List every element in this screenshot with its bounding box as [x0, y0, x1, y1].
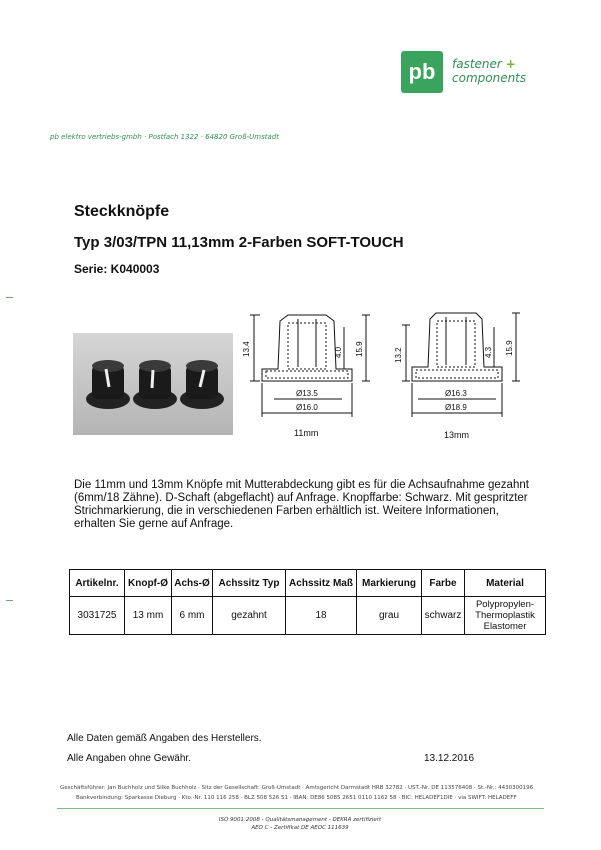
knob-1-icon — [86, 360, 130, 409]
fold-mark-top — [6, 297, 13, 298]
col-header: Farbe — [422, 570, 465, 597]
cell-shaft-diameter: 6 mm — [172, 597, 213, 635]
cell-article-number: 3031725 — [70, 597, 125, 635]
spec-table — [69, 569, 546, 635]
dim-13-d-inner: Ø16.3 — [445, 389, 467, 398]
page-title: Steckknöpfe — [74, 203, 170, 220]
footer-aeo: AEO C - Zertifikat DE AEOC 111639 — [251, 825, 349, 831]
cell-marking: grau — [357, 597, 422, 635]
note-manufacturer: Alle Daten gemäß Angaben des Herstellers. — [67, 733, 262, 744]
dim-11-h-outer: 15.9 — [355, 341, 364, 357]
logo-mark: pb — [401, 51, 443, 93]
footer-company-info: Geschäftsführer: Jan Buchholz und Silke Buchholz · Sitz der Gesellschaft: Groß-Umstadt · Amtsgericht Darmstadt HRB 32782 · UST.-Nr. DE 113576408 · St.-Nr.: 4430300196 — [60, 785, 534, 791]
footer-divider — [57, 808, 544, 809]
series-label: Serie: K040003 — [74, 262, 160, 276]
material-line: Elastomer — [483, 621, 527, 632]
footer-bank-info: Bankverbindung: Sparkasse Dieburg · Kto.-Nr. 110 116 258 · BLZ 508 526 51 · IBAN: DE86 5085 2651 0110 1162 58 · BIC: HELADEF1DIE · via SWIFT: HELADEFF — [76, 795, 517, 801]
col-header: Achs-Ø — [172, 570, 213, 597]
table-header-row — [70, 570, 546, 597]
drawing-13mm — [402, 313, 520, 417]
dim-11-d-outer: Ø16.0 — [296, 403, 318, 412]
col-header: Artikelnr. — [70, 570, 125, 597]
cell-knob-diameter: 13 mm — [125, 597, 172, 635]
drawing-11mm — [250, 315, 370, 417]
col-header: Knopf-Ø — [125, 570, 172, 597]
col-header: Achssitz Maß — [286, 570, 357, 597]
product-description: Die 11mm und 13mm Knöpfe mit Mutterabdeckung gibt es für die Achsaufnahme gezahnt (6mm/18 Zähne). D-Schaft (abgeflacht) auf Anfrage. Knopffarbe: Schwarz. Mit gespritzter Strichmarkierung, die in verschiedenen Farben erhältlich ist. Weitere Informationen, erhalten Sie gerne auf Anfrage. — [74, 479, 529, 530]
product-subtitle: Typ 3/03/TPN 11,13mm 2-Farben SOFT-TOUCH — [74, 234, 404, 251]
knob-2-icon — [133, 360, 177, 409]
knob-3-icon — [180, 360, 224, 409]
material-line: Polypropylen- — [475, 599, 535, 610]
col-header: Markierung — [357, 570, 422, 597]
logo-line-2: components — [452, 71, 527, 85]
dim-11-h-knob: 4.0 — [334, 346, 343, 358]
col-header: Material — [465, 570, 546, 597]
dim-13-h-total: 13.2 — [394, 347, 403, 363]
material-line: Thermoplastik — [475, 610, 535, 621]
dim-11-d-inner: Ø13.5 — [296, 389, 318, 398]
document-date: 13.12.2016 — [424, 753, 475, 764]
dim-13-h-knob: 4.3 — [484, 346, 493, 358]
drawing-11-label: 11mm — [294, 428, 319, 438]
footer-iso: ISO 9001:2008 - Qualitätsmanagement - DEKRA zertifiziert — [218, 817, 382, 823]
dim-13-h-outer: 15.9 — [505, 340, 514, 356]
col-header: Achssitz Typ — [213, 570, 286, 597]
dim-13-d-outer: Ø18.9 — [445, 403, 467, 412]
sender-address: pb elektro vertriebs-gmbh · Postfach 1322 · 64820 Groß-Umstadt — [50, 133, 279, 141]
cell-shaft-type: gezahnt — [213, 597, 286, 635]
cell-material — [465, 597, 546, 635]
product-photo — [73, 333, 233, 435]
drawing-13-label: 13mm — [444, 430, 470, 440]
logo-line-1: fastener — [452, 57, 502, 71]
cell-color: schwarz — [422, 597, 465, 635]
cell-shaft-size: 18 — [286, 597, 357, 635]
technical-drawings — [240, 305, 540, 450]
note-disclaimer: Alle Angaben ohne Gewähr. — [67, 753, 191, 764]
table-row — [70, 597, 546, 635]
fold-mark-bottom — [6, 600, 13, 601]
logo-plus: + — [505, 57, 516, 71]
logo-wordmark — [452, 57, 526, 85]
dim-11-h-total: 13.4 — [242, 341, 251, 357]
